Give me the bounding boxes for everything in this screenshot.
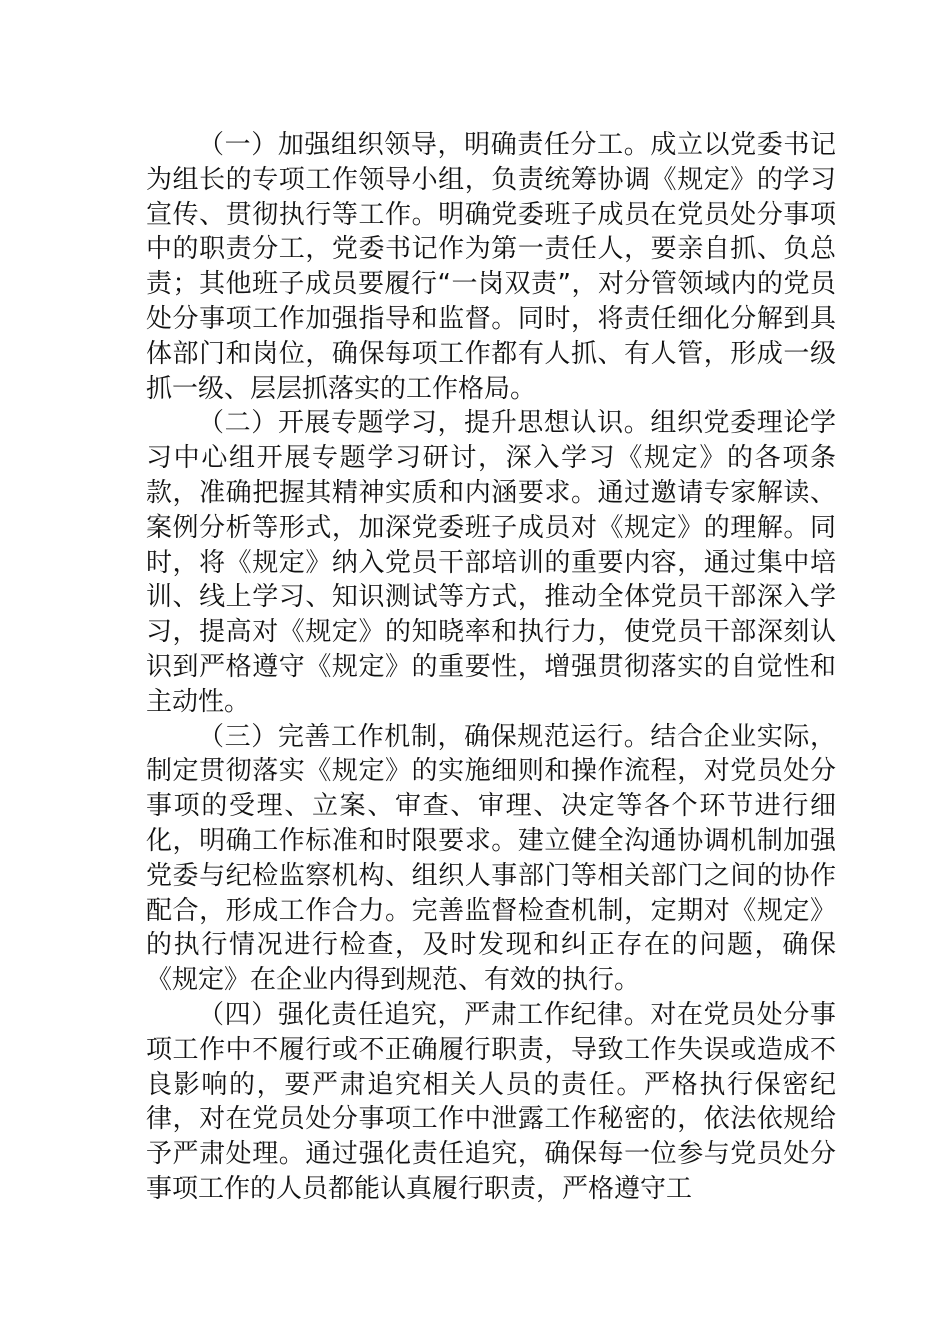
paragraph-accountability: （四）强化责任追究，严肃工作纪律。对在党员处分事项工作中不履行或不正确履行职责，导致工作失误或造成不良影响的，要严肃追究相关人员的责任。严格执行保密纪律，对在党员处分事项工作中泄露工作秘密的，依法依规给予严肃处理。通过强化责任追究，确保每一位参与党员处分事项工作的人员都能认真履行职责，严格遵守工: [146, 999, 836, 1204]
document-body: [146, 128, 836, 1207]
paragraph-organization-leadership: （一）加强组织领导，明确责任分工。成立以党委书记为组长的专项工作领导小组，负责统筹协调《规定》的学习宣传、贯彻执行等工作。明确党委班子成员在党员处分事项中的职责分工，党委书记作为第一责任人，要亲自抓、负总责；其他班子成员要履行“一岗双责”，对分管领域内的党员处分事项工作加强指导和监督。同时，将责任细化分解到具体部门和岗位，确保每项工作都有人抓、有人管，形成一级抓一级、层层抓落实的工作格局。: [146, 130, 836, 404]
paragraph-special-study: （二）开展专题学习，提升思想认识。组织党委理论学习中心组开展专题学习研讨，深入学习《规定》的各项条款，准确把握其精神实质和内涵要求。通过邀请专家解读、案例分析等形式，加深党委班子成员对《规定》的理解。同时，将《规定》纳入党员干部培训的重要内容，通过集中培训、线上学习、知识测试等方式，推动全体党员干部深入学习，提高对《规定》的知晓率和执行力，使党员干部深刻认识到严格遵守《规定》的重要性，增强贯彻落实的自觉性和主动性。: [146, 408, 836, 717]
paragraph-work-mechanism: （三）完善工作机制，确保规范运行。结合企业实际，制定贯彻落实《规定》的实施细则和操作流程，对党员处分事项的受理、立案、审查、审理、决定等各个环节进行细化，明确工作标准和时限要求。建立健全沟通协调机制加强党委与纪检监察机构、组织人事部门等相关部门之间的协作配合，形成工作合力。完善监督检查机制，定期对《规定》的执行情况进行检查，及时发现和纠正存在的问题，确保《规定》在企业内得到规范、有效的执行。: [146, 721, 836, 996]
